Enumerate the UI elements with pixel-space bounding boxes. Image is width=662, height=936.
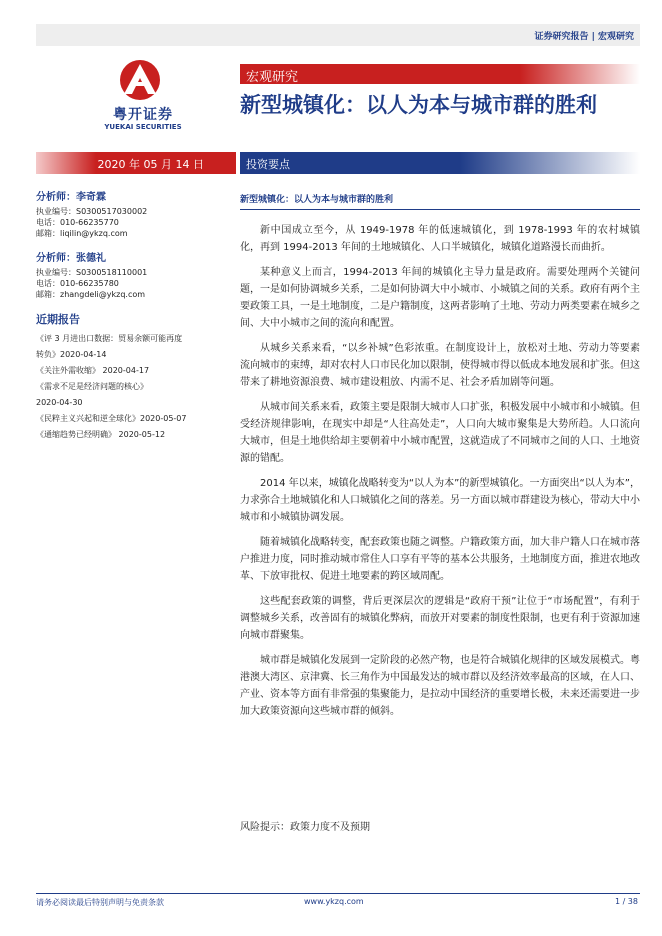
logo-cn-text: 粤开证券 — [113, 107, 173, 123]
key-points-bar — [240, 152, 640, 174]
logo-emblem-icon — [110, 58, 170, 104]
analyst-name: 分析师：李奇霖 — [36, 192, 106, 203]
date-bar — [36, 152, 236, 174]
company-logo — [88, 58, 198, 138]
main-content — [240, 192, 640, 728]
recent-report-link[interactable]: 转负》2020-04-14 — [36, 350, 107, 359]
recent-report-link[interactable]: 《民粹主义兴起和逆全球化》2020-05-07 — [36, 414, 187, 423]
risk-warning: 风险提示：政策力度不及预期 — [240, 822, 370, 833]
analyst-card — [36, 253, 226, 300]
recent-report-link[interactable]: 《需求不足是经济问题的核心》 — [36, 382, 148, 391]
category-label: 宏观研究 — [246, 70, 299, 85]
footer-website[interactable]: www.ykzq.com — [304, 897, 364, 906]
analyst-phone: 电话：010-66235770 — [36, 218, 119, 227]
section-heading: 新型城镇化：以人为本与城市群的胜利 — [240, 192, 640, 210]
breadcrumb: 证券研究报告 | 宏观研究 — [534, 32, 634, 42]
footer-divider — [36, 893, 640, 894]
page-title: 新型城镇化：以人为本与城市群的胜利 — [240, 93, 597, 117]
analyst-cert: 执业编号：S0300517030002 — [36, 207, 148, 216]
analyst-name: 分析师：张德礼 — [36, 253, 106, 264]
key-points-label: 投资要点 — [246, 158, 290, 171]
header-bar — [36, 24, 640, 46]
analyst-email[interactable]: 邮箱：zhangdeli@ykzq.com — [36, 290, 146, 299]
footer-disclaimer[interactable]: 请务必阅读最后特别声明与免责条款 — [36, 898, 164, 907]
recent-report-link[interactable]: 《关注外需收缩》 2020-04-17 — [36, 366, 150, 375]
body-paragraph: 随着城镇化战略转变，配套政策也随之调整。户籍政策方面，加大非户籍人口在城市落户推进力度，同时推动城市常住人口享有平等的基本公共服务，土地制度方面，推进农地改革、下放审批权、促进土地要素的跨区域周配。 — [240, 537, 640, 582]
category-bar — [240, 64, 640, 84]
analyst-card — [36, 192, 226, 239]
body-paragraph: 2014 年以来，城镇化战略转变为“以人为本”的新型城镇化。一方面突出“以人为本”，力求弥合土地城镇化和人口城镇化之间的落差。另一方面以城市群建设为核心，带动大中小城市和小城镇协调发展。 — [240, 478, 640, 523]
report-date: 2020 年 05 月 14 日 — [97, 158, 204, 171]
sidebar — [36, 192, 226, 443]
body-paragraph: 这些配套政策的调整，背后更深层次的逻辑是“政府干预”让位于“市场配置”，有利于调整城乡关系，改善固有的城镇化弊病，而放开对要素的制度性限制，也更有利于资源加速向城市群聚集。 — [240, 596, 640, 641]
body-paragraph: 新中国成立至今，从 1949-1978 年的低速城镇化，到 1978-1993 年的农村城镇化，再到 1994-2013 年间的土地城镇化、人口半城镇化，城镇化道路漫长而曲折。 — [240, 225, 640, 253]
body-paragraph: 从城市间关系来看，政策主要是限制大城市人口扩张，积极发展中小城市和小城镇。但受经济规律影响，在现实中却是“人往高处走”，人口向大城市聚集是大势所趋。人口流向大城市，但是土地供给却主要朝着中小城市配置，这就造成了不同城市之间的人口、土地资源的错配。 — [240, 402, 640, 464]
analyst-email[interactable]: 邮箱：liqilin@ykzq.com — [36, 229, 128, 238]
recent-report-link[interactable]: 《通缩趋势已经明确》 2020-05-12 — [36, 430, 166, 439]
page-number: 1 / 38 — [614, 897, 638, 906]
body-paragraph: 某种意义上而言，1994-2013 年间的城镇化主导力量是政府。需要处理两个关键问题，一是如何协调城乡关系，二是如何协调大中小城市、小城镇之间的关系。政府有两个主要政策工具，一是土地制度，二是户籍制度，这两者影响了土地、劳动力两类要素在城乡之间、大中小城市之间的流向和配置。 — [240, 267, 640, 329]
body-paragraph: 城市群是城镇化发展到一定阶段的必然产物，也是符合城镇化规律的区域发展模式。粤港澳大湾区、京津冀、长三角作为中国最发达的城市群以及经济效率最高的区域，在人口、产业、资本等方面有非常强的集聚能力，是拉动中国经济的重要增长极，未来还需要进一步加大政策资源向这些城市群的倾斜。 — [240, 655, 640, 717]
analyst-phone: 电话：010-66235780 — [36, 279, 119, 288]
logo-en-text: YUEKAI SECURITIES — [104, 123, 182, 131]
recent-report-link[interactable]: 《评 3 月进出口数据：贸易余额可能再度 — [36, 334, 183, 343]
recent-report-link[interactable]: 2020-04-30 — [36, 398, 83, 407]
analyst-cert: 执业编号：S0300518110001 — [36, 268, 148, 277]
recent-reports-title: 近期报告 — [36, 313, 80, 326]
body-paragraph: 从城乡关系来看，“以乡补城”色彩浓重。在制度设计上，放松对土地、劳动力等要素流向城市的束缚，却对农村人口市民化加以限制，使得城市得以低成本地发展和扩张。但这带来了耕地资源浪费、城市建设粗放、内需不足、社会矛盾加剧等问题。 — [240, 343, 640, 388]
